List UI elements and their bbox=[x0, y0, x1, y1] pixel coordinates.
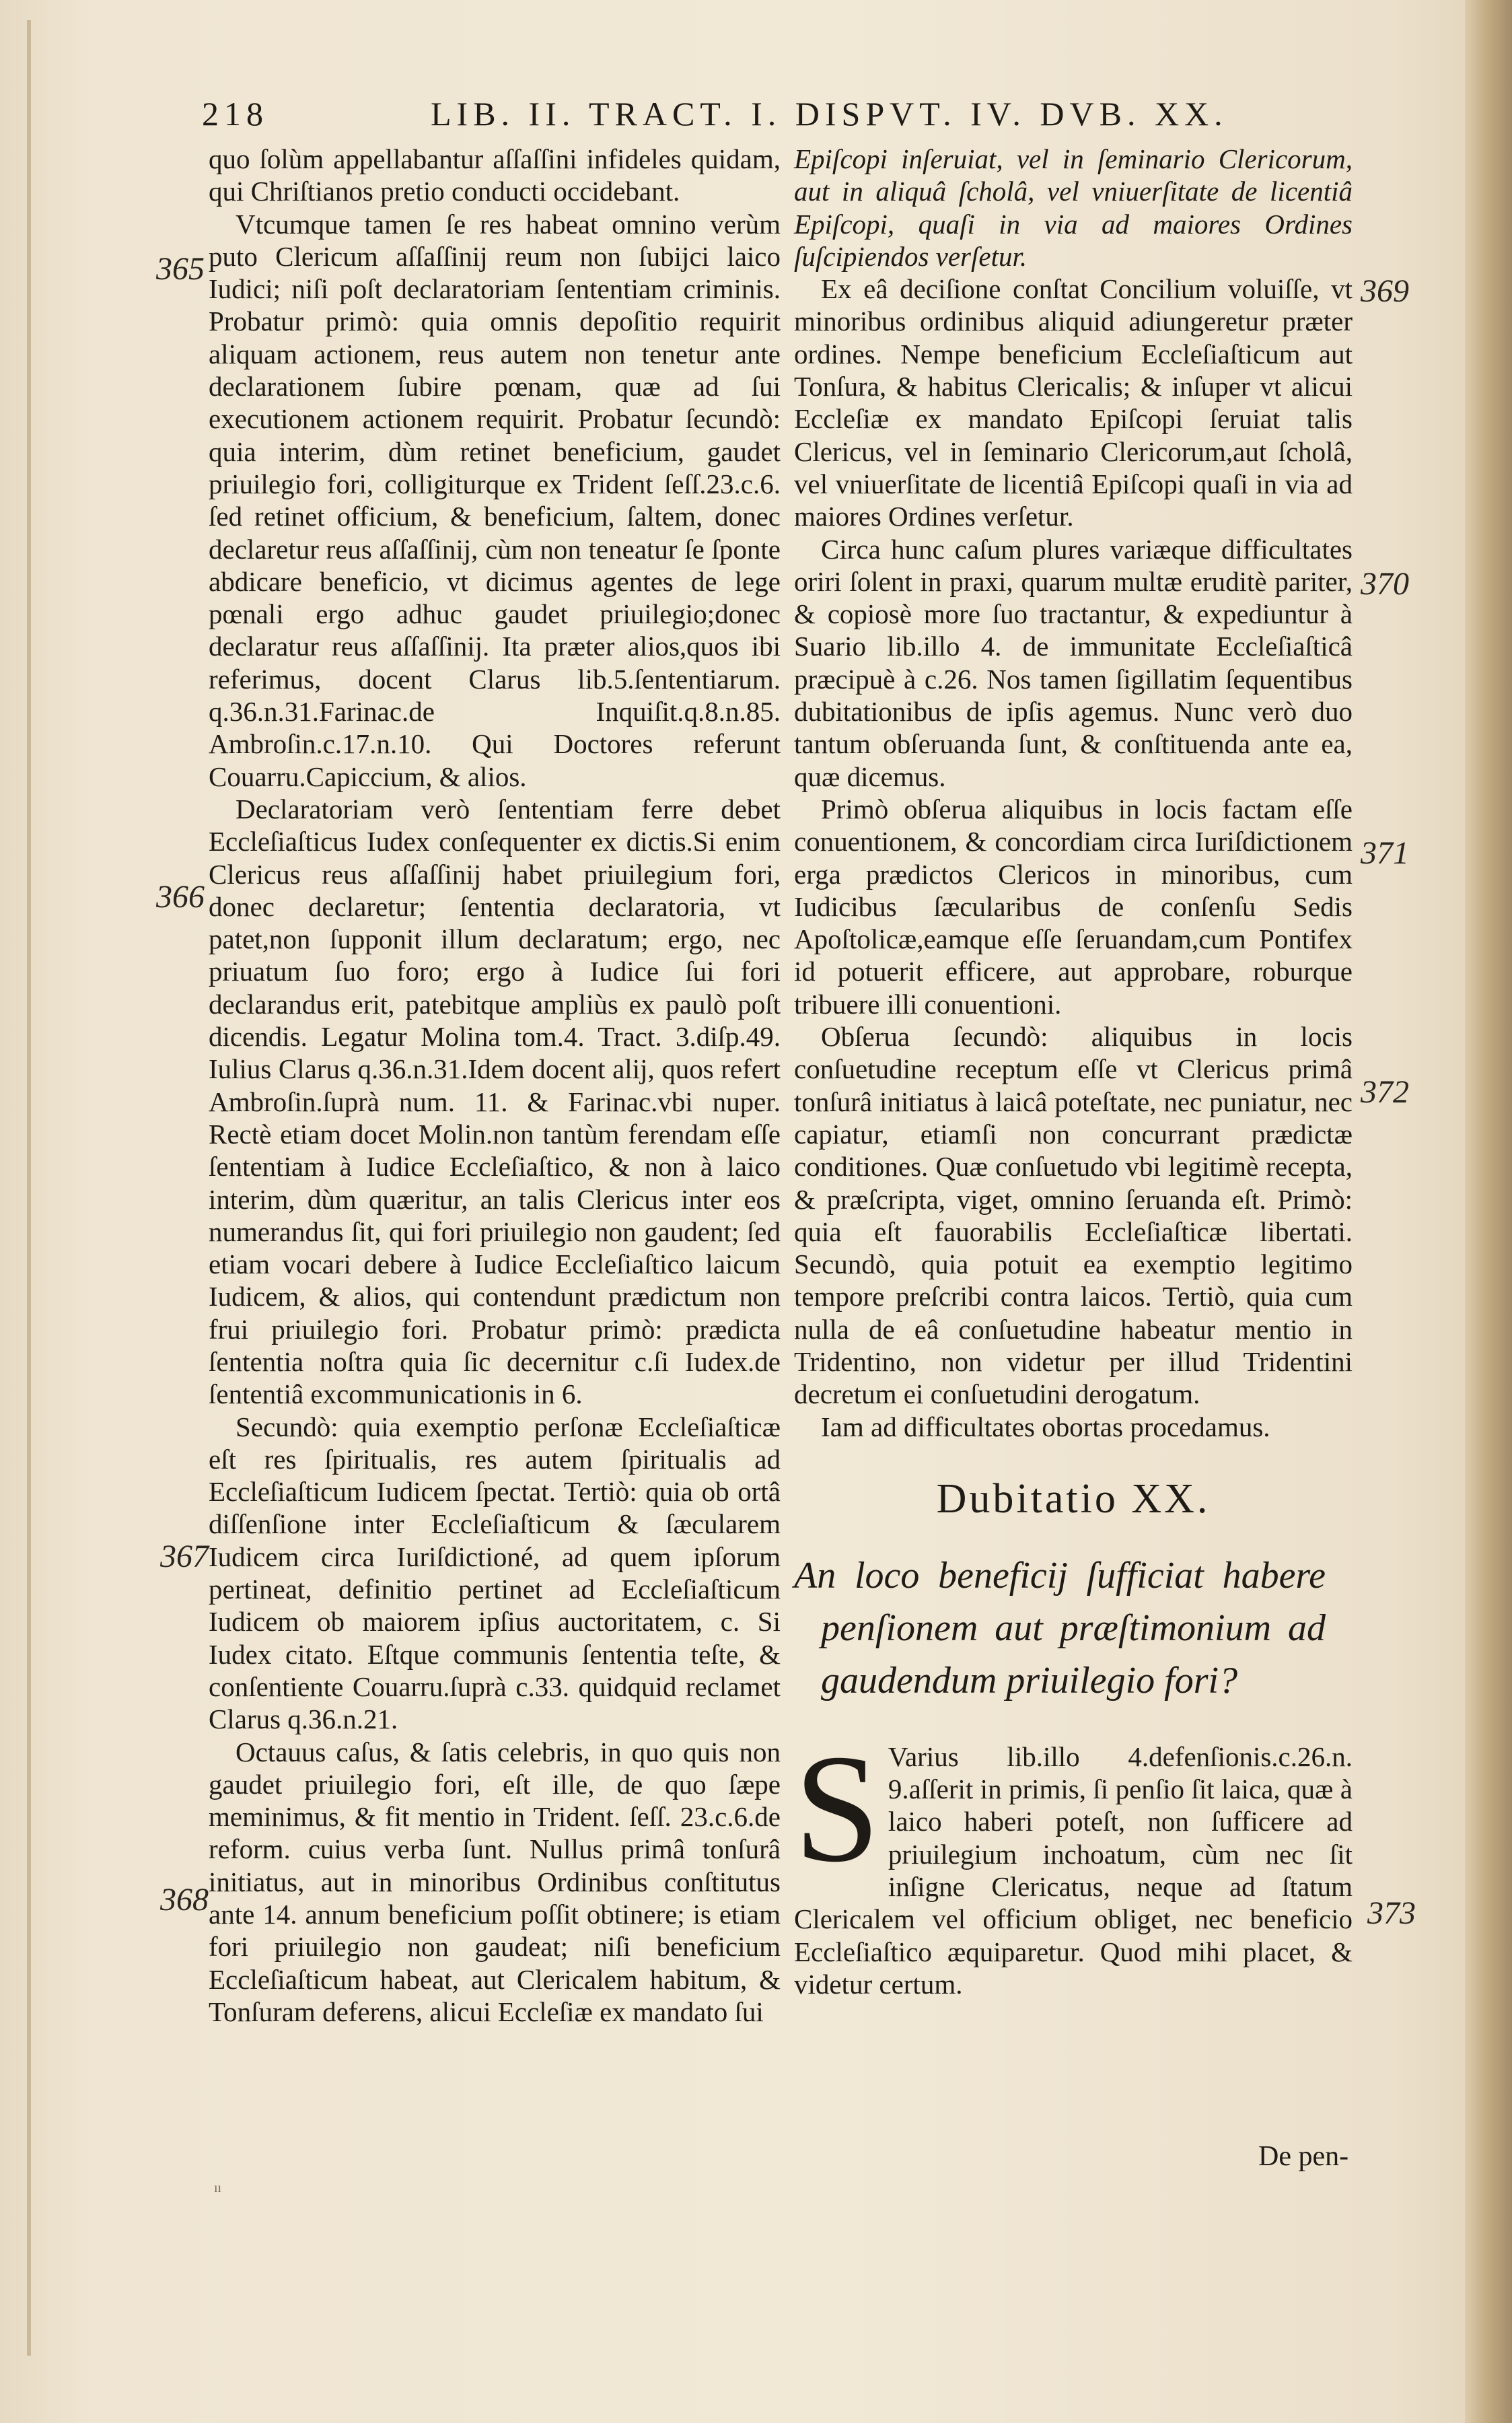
catchword: De pen- bbox=[1258, 2141, 1349, 2172]
paragraph: Circa hunc caſum plures variæque difficultates oriri ſolent in praxi, quarum multæ eruditè pariter, & copiosè more ſuo tractantur, & expediuntur à Suario lib.illo 4. de immunitate Eccleſiaſticâ præcipuè à c.26. Nos tamen ſigillatim ſequentibus dubitationibus de ipſis agemus. Nunc verò duo tantum obſeruanda ſunt, & conſtituenda ante ea, quæ dicemus. bbox=[794, 533, 1353, 792]
running-head bbox=[202, 94, 1228, 137]
running-title: LIB. II. TRACT. I. DISPVT. IV. DVB. XX. bbox=[431, 95, 1228, 133]
paragraph: Primò obſerua aliquibus in locis factam eſſe conuentionem, & concordiam circa Iuriſdictionem erga prædictos Clericos in minoribus, cum Iudicibus ſæcularibus de conſenſu Sedis Apoſtolicæ,eamque eſſe ſeruandam,cum Pontifex id potuerit efficere, aut approbare, roburque tribuere illi conuentioni. bbox=[794, 793, 1353, 1020]
paragraph: Epiſcopi inſeruiat, vel in ſeminario Clericorum, aut in aliquâ ſcholâ, vel vniuerſitate de licentiâ Epiſcopi, quaſi in via ad maiores Ordines ſuſcipiendos verſetur. bbox=[794, 143, 1353, 272]
paragraph: Obſerua ſecundò: aliquibus in locis conſuetudine receptum eſſe vt Clericus primâ tonſurâ initiatus à laicâ poteſtate, nec puniatur, nec capiatur, etiamſi non concurrant prædictæ conditiones. Quæ conſuetudo vbi legitimè recepta, & præſcripta, viget, omnino ſeruanda eſt. Primò: quia eſt fauorabilis Eccleſiaſticæ libertati. Secundò, quia potuit ea exemptio legitimo tempore preſcribi contra laicos. Tertiò, quia cum nulla de eâ conſuetudine habeatur mentio in Tridentino, non videtur per illud Tridentini decretum ei conſuetudini derogatum. bbox=[794, 1021, 1353, 1410]
margin-number-367: 367 bbox=[160, 1539, 209, 1574]
paragraph: quo ſolùm appellabantur aſſaſſini infideles quidam, qui Chriſtianos pretio conducti occidebant. bbox=[209, 143, 781, 207]
paragraph: Declaratoriam verò ſententiam ferre debet Eccleſiaſticus Iudex conſequenter ex dictis.Si enim Clericus reus aſſaſſinij habet priuilegium fori, donec declaretur; ſententia declaratoria, vt patet,non ſupponit illum declaratum; ergo, nec priuatum ſuo foro; ergo à Iudice ſui fori declarandus erit, patebitque ampliùs ex paulò poſt dicendis. Legatur Molina tom.4. Tract. 3.diſp.49. Iulius Clarus q.36.n.31.Idem docent alij, quos refert Ambroſin.ſuprà num. 11. & Farinac.vbi nuper. Rectè etiam docet Molin.non tantùm ferendam eſſe ſententiam à Iudice Eccleſiaſtico, & non à laico interim, dùm quæritur, an talis Clericus inter eos numerandus ſit, qui fori priuilegio non gaudent; ſed etiam vocari debere à Iudice Eccleſiaſtico laicum Iudicem, & alios, qui contendunt prædictum non frui priuilegio fori. Probatur primò: prædicta ſententia noſtra quia ſic decernitur c.ſi Iudex.de ſententiâ excommunicationis in 6. bbox=[209, 793, 781, 1410]
margin-number-369: 369 bbox=[1361, 273, 1409, 309]
section-question: An loco beneficij ſufficiat habere penſionem aut præſtimonium ad gaudendum priuilegio fori? bbox=[794, 1554, 1326, 1701]
paragraph: Octauus caſus, & ſatis celebris, in quo quis non gaudet priuilegio fori, eſt ille, de quo ſæpe meminimus, & fit mentio in Trident. ſeſſ. 23.c.6.de reform. cuius verba ſunt. Nullus primâ tonſurâ initiatus, aut in minoribus Ordinibus conſtitutus ante 14. annum beneficium poſſit obtinere; is etiam fori priuilegio non gaudeat; niſi beneficium Eccleſiaſticum habeat, aut Clericalem habitum, & Tonſuram deferens, alicui Eccleſiæ ex mandato ſui bbox=[209, 1736, 781, 2027]
margin-number-371: 371 bbox=[1361, 835, 1409, 871]
paragraph: Vtcumque tamen ſe res habeat omnino verùm puto Clericum aſſaſſinij reum non ſubijci laico Iudici; niſi poſt declaratoriam ſententiam criminis. Probatur primò: quia omnis depoſitio requirit aliquam actionem, reus autem non tenetur ante declarationem ſubire pœnam, quæ ad ſui executionem actionem requirit. Probatur ſecundò: quia interim, dùm retinet beneficium, gaudet priuilegio fori, colligiturque ex Trident ſeſſ.23.c.6. ſed retinet officium, & beneficium, ſaltem, donec declaretur reus aſſaſſinij, cùm non teneatur ſe ſponte abdicare beneficio, vt dicimus agentes de lege pœnali ergo adhuc gaudet priuilegio;donec declaratur reus aſſaſſinij. Ita præter alios,quos ibi referimus, docent Clarus lib.5.ſententiarum. q.36.n.31.Farinac.de Inquiſit.q.8.n.85. Ambroſin.c.17.n.10. Qui Doctores referunt Couarru.Capiccium, & alios. bbox=[209, 208, 781, 792]
stray-mark: ıı bbox=[214, 2181, 222, 2196]
margin-number-370: 370 bbox=[1361, 566, 1409, 602]
margin-number-365: 365 bbox=[156, 251, 205, 287]
paragraph: Secundò: quia exemptio perſonæ Eccleſiaſticæ eſt res ſpiritualis, res autem ſpiritualis ad Eccleſiaſticum Iudicem ſpectat. Tertiò: quia ob ortâ diſſenſione inter Eccleſiaſticum & ſæcularem Iudicem circa Iuriſdictioné, ad quem ipſorum pertineat, definitio pertinet ad Eccleſiaſticum Iudicem ob maiorem ipſius auctoritatem, c. Si Iudex citato. Eſtque communis ſententia teſte, & conſentiente Couarru.ſuprà c.33. quidquid reclamet Clarus q.36.n.21. bbox=[209, 1411, 781, 1735]
margin-number-368: 368 bbox=[160, 1882, 209, 1918]
paragraph-text: Varius lib.illo 4.defenſionis.c.26.n. 9.aſſerit in primis, ſi penſio ſit laica, quæ à laico haberi poteſt, non ſufficere ad priuilegium inchoatum, cùm nec ſit inſigne Clericatus, neque ad ſtatum Clericalem vel officium obliget, nec beneficio Eccleſiaſtico æquiparetur. Quod mihi placet, & videtur certum. bbox=[794, 1741, 1353, 2000]
section-heading: Dubitatio XX. bbox=[936, 1475, 1211, 1522]
binding-gutter bbox=[1465, 0, 1512, 2423]
paragraph-with-dropcap bbox=[794, 1722, 1353, 2000]
margin-number-366: 366 bbox=[156, 879, 205, 915]
page-number: 218 bbox=[202, 95, 268, 133]
margin-number-373: 373 bbox=[1367, 1895, 1416, 1931]
paragraph: Ex eâ deciſione conſtat Concilium voluiſſe, vt minoribus ordinibus aliquid adiungeretur præter ordines. Nempe beneficium Eccleſiaſticum aut Tonſura, & habitus Clericalis; & inſuper vt alicui Eccleſiæ ex mandato Epiſcopi ſeruiat talis Clericus, vel in ſeminario Clericorum,aut ſcholâ, vel vniuerſitate de licentiâ Epiſcopi quaſi in via ad maiores Ordines verſetur. bbox=[794, 273, 1353, 532]
drop-cap: S bbox=[794, 1722, 880, 1894]
margin-number-372: 372 bbox=[1361, 1074, 1409, 1110]
page-edge-line bbox=[27, 20, 31, 2356]
right-column bbox=[794, 143, 1353, 2000]
left-column bbox=[209, 143, 781, 2028]
paragraph: Iam ad difficultates obortas procedamus. bbox=[821, 1411, 1270, 1442]
